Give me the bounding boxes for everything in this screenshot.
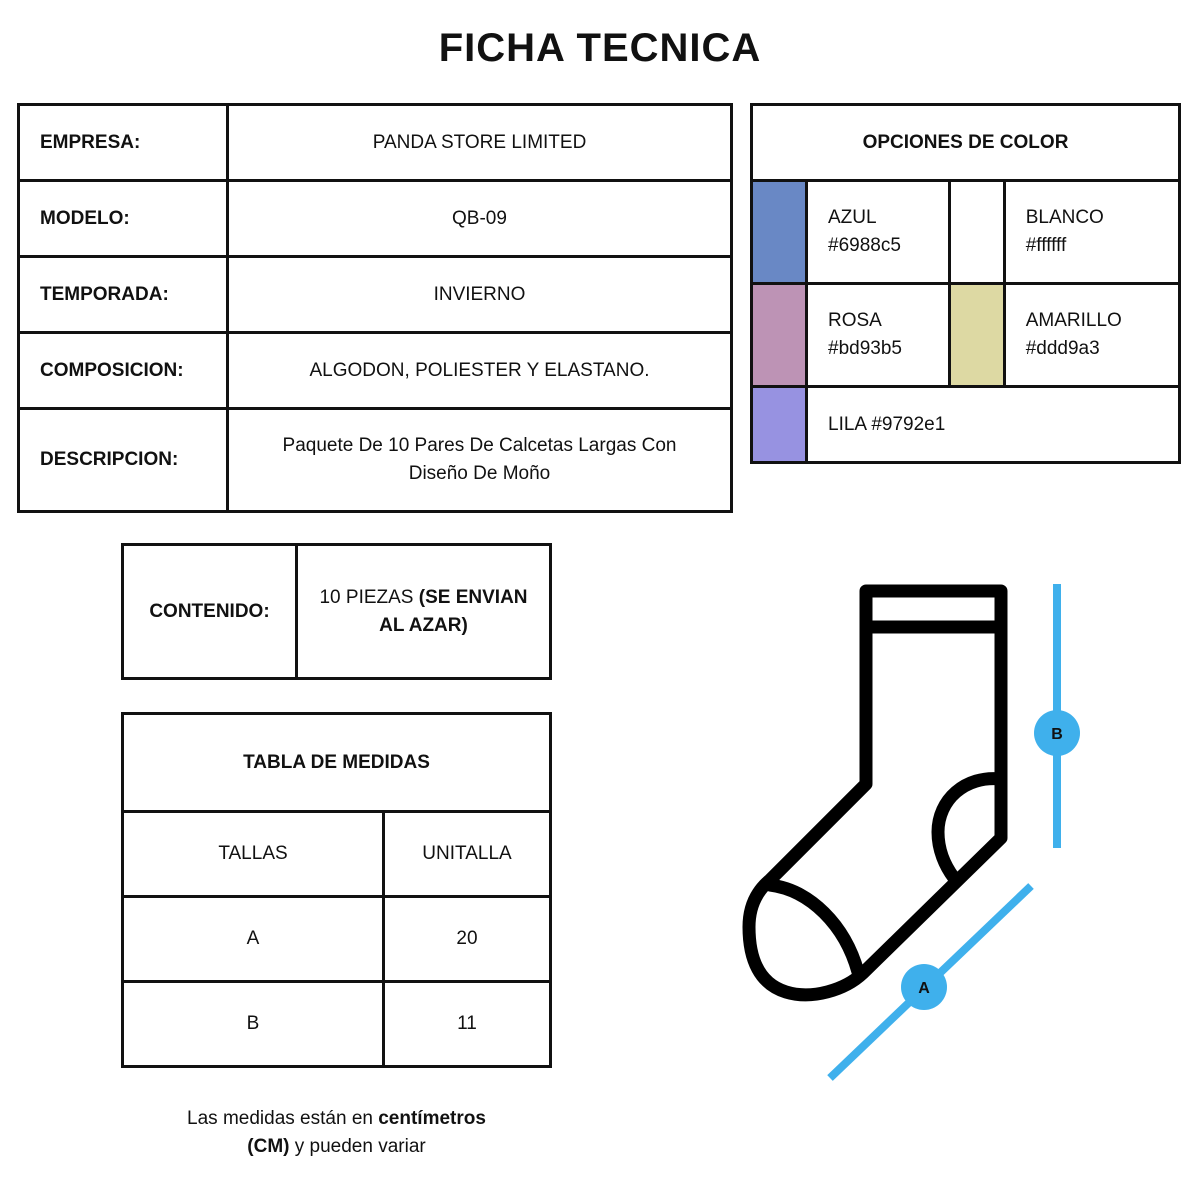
note-text-end: y pueden variar [289, 1136, 426, 1157]
info-value: INVIERNO [228, 257, 732, 333]
color-option-rosa [807, 284, 950, 387]
color-option-amarillo [1004, 284, 1179, 387]
table-row [123, 982, 551, 1067]
color-swatch-amarillo [949, 284, 1004, 387]
color-name: BLANCO [1025, 207, 1104, 228]
size-cell: B [123, 982, 384, 1067]
color-hex: #ddd9a3 [1025, 338, 1100, 359]
contenido-label: CONTENIDO: [123, 545, 297, 679]
sock-diagram [700, 560, 1120, 1120]
info-value: PANDA STORE LIMITED [228, 105, 732, 181]
info-row-composicion [19, 333, 732, 409]
size-cell: A [123, 897, 384, 982]
product-info-table [17, 103, 733, 513]
info-label: MODELO: [19, 181, 228, 257]
page-title: FICHA TECNICA [438, 26, 762, 70]
color-swatch-blanco [949, 181, 1004, 284]
color-swatch-rosa [752, 284, 807, 387]
column-header-unitalla: UNITALLA [384, 812, 551, 897]
note-text: Las medidas están en [187, 1108, 379, 1129]
contenido-note: (SE ENVIAN AL AZAR) [379, 586, 528, 636]
color-hex: #bd93b5 [828, 338, 902, 359]
color-name: ROSA [828, 310, 882, 331]
info-label: COMPOSICION: [19, 333, 228, 409]
info-label: DESCRIPCION: [19, 409, 228, 512]
color-name: AZUL [828, 207, 877, 228]
size-chart-table [121, 712, 552, 1068]
info-row-descripcion [19, 409, 732, 512]
info-value: QB-09 [228, 181, 732, 257]
info-label: TEMPORADA: [19, 257, 228, 333]
color-options-table [750, 103, 1181, 464]
color-hex: #ffffff [1025, 235, 1067, 256]
measure-cell: 11 [384, 982, 551, 1067]
column-header-tallas: TALLAS [123, 812, 384, 897]
color-options-heading: OPCIONES DE COLOR [752, 105, 1180, 181]
measurement-note [121, 1105, 552, 1161]
color-swatch-azul [752, 181, 807, 284]
info-label: EMPRESA: [19, 105, 228, 181]
info-value: ALGODON, POLIESTER Y ELASTANO. [228, 333, 732, 409]
note-bold-unit: centímetros [378, 1108, 486, 1129]
contenido-quantity: 10 PIEZAS [319, 586, 414, 608]
measure-line-b [1034, 584, 1080, 848]
color-swatch-lila [752, 387, 807, 463]
contenido-table [121, 543, 552, 680]
info-value: Paquete De 10 Pares De Calcetas Largas Con Diseño De Moño [228, 409, 732, 512]
color-option-blanco [1004, 181, 1179, 284]
info-row-empresa [19, 105, 732, 181]
color-option-azul [807, 181, 950, 284]
size-chart-heading: TABLA DE MEDIDAS [123, 714, 551, 812]
contenido-value [297, 545, 551, 679]
info-row-temporada [19, 257, 732, 333]
sock-outline-icon [749, 591, 1001, 995]
marker-b-label: B [1051, 726, 1063, 743]
color-option-lila: LILA #9792e1 [807, 387, 1180, 463]
note-bold-abbrev: (CM) [247, 1136, 290, 1157]
color-name: AMARILLO [1025, 310, 1122, 331]
measure-cell: 20 [384, 897, 551, 982]
info-row-modelo [19, 181, 732, 257]
color-hex: #6988c5 [828, 235, 901, 256]
table-row [123, 897, 551, 982]
marker-a-label: A [918, 980, 930, 997]
